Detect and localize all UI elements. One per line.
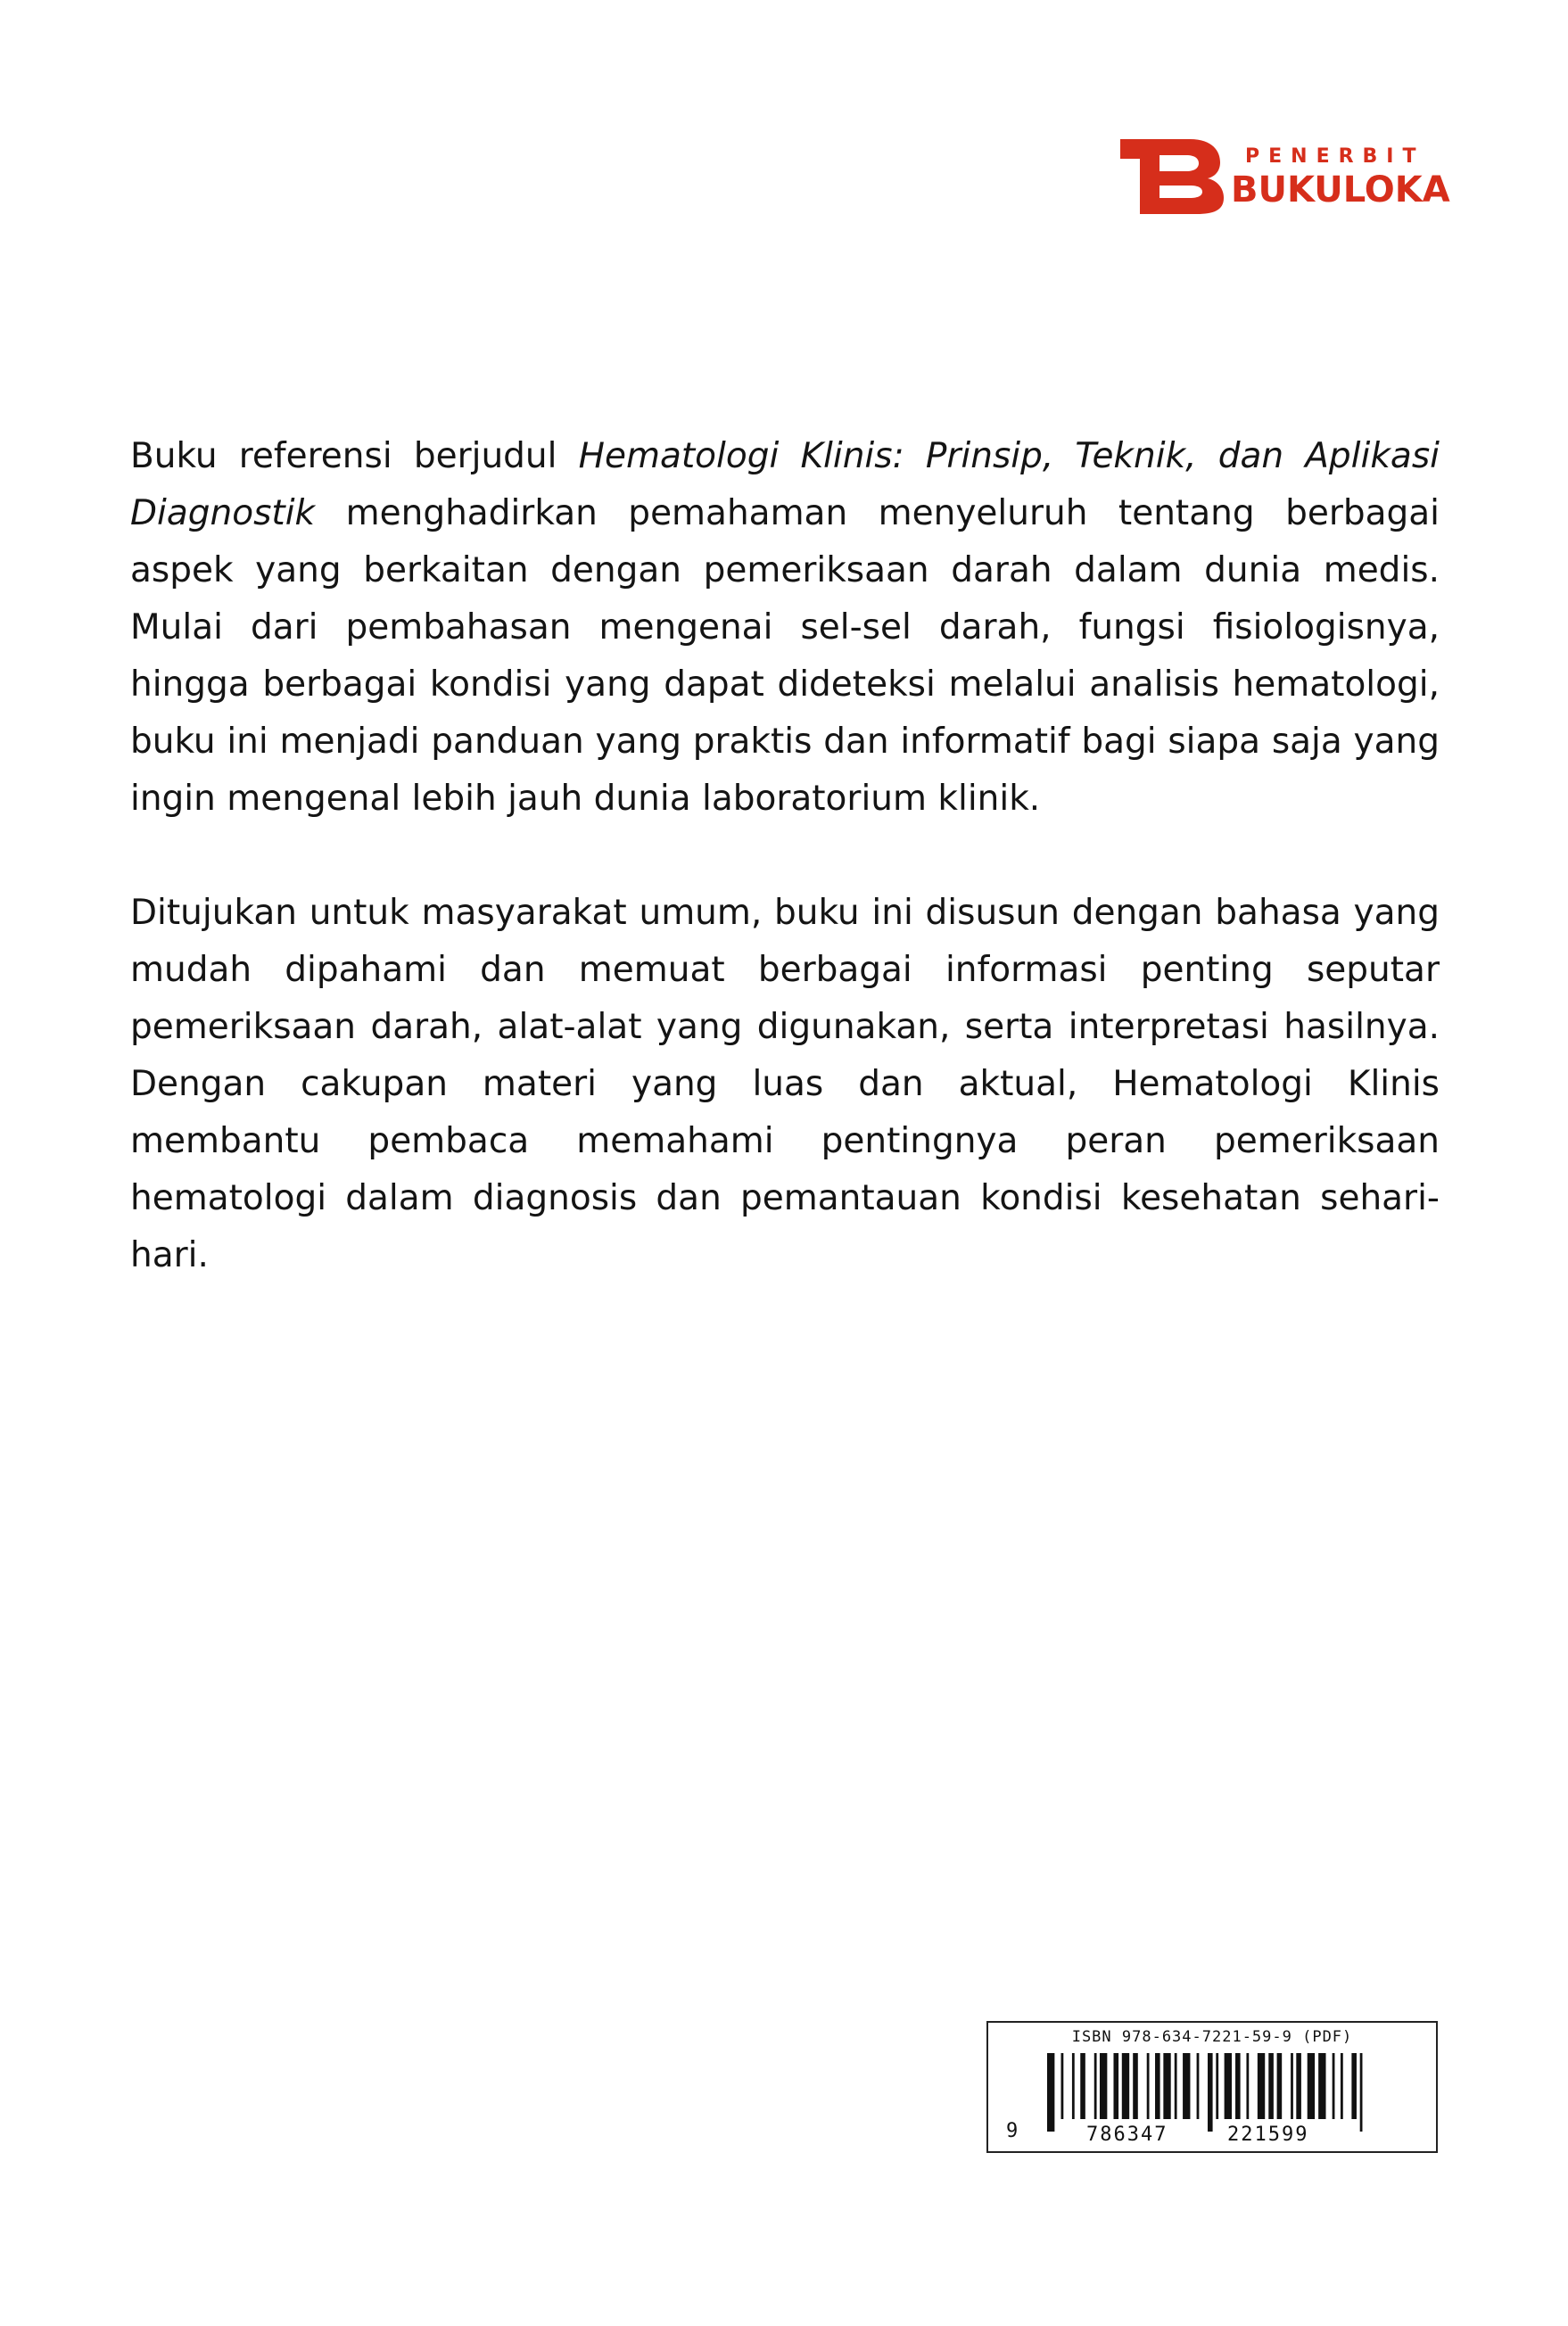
- barcode-bar: [1175, 2053, 1177, 2119]
- barcode-bar: [1225, 2053, 1232, 2119]
- barcode-bar: [1147, 2053, 1150, 2119]
- barcode-right-digits: 221599: [1227, 2124, 1309, 2146]
- barcode-bar: [1296, 2053, 1301, 2119]
- barcode-bar: [1100, 2053, 1107, 2119]
- isbn-label: ISBN 978-634-7221-59-9 (PDF): [1071, 2028, 1353, 2046]
- blurb-paragraph-1: [130, 428, 1440, 828]
- barcode-first-digit: 9: [1006, 2120, 1019, 2142]
- blurb-paragraph-2: Ditujukan untuk masyarakat umum, buku ini disusun dengan bahasa yang mudah dipahami dan memuat berbagai informasi penting seputar pemeriksaan darah, alat-alat yang digunakan, serta interpretasi hasilnya. Dengan cakupan materi yang luas dan aktual, Hematologi Klinis membantu pembaca memahami pentingnya peran pemeriksaan hematologi dalam diagnosis dan pemantauan kondisi kesehatan sehari-hari.: [130, 893, 1440, 1275]
- blurb: [130, 428, 1440, 1284]
- barcode-bar: [1155, 2053, 1160, 2119]
- barcode-bar: [1072, 2053, 1075, 2119]
- barcode-bar: [1277, 2053, 1283, 2119]
- barcode-bar: [1246, 2053, 1249, 2119]
- blurb-paragraph-1-rest: menghadirkan pemahaman menyeluruh tentang berbagai aspek yang berkaitan dengan pemeriksaan darah dalam dunia medis. Mulai dari pembahasan mengenai sel-sel darah, fungsi fisiologisnya, hingga berbagai kondisi yang dapat dideteksi melalui analisis hematologi, buku ini menjadi panduan yang praktis dan informatif bagi siapa saja yang ingin mengenal lebih jauh dunia laboratorium klinik.: [130, 493, 1440, 819]
- barcode-bar: [1113, 2053, 1118, 2119]
- barcode-left-digits: 786347: [1086, 2124, 1168, 2146]
- barcode-bar: [1183, 2053, 1190, 2119]
- publisher-logo: [1120, 132, 1450, 214]
- barcode-bar: [1341, 2053, 1343, 2119]
- book-title: Hematologi Klinis: Prinsip, Teknik, dan Aplikasi Diagnostik: [130, 436, 1440, 533]
- barcode-bar: [1047, 2053, 1054, 2132]
- barcode-bar: [1094, 2053, 1097, 2119]
- barcode-bar: [1163, 2053, 1170, 2119]
- barcode-bar: [1308, 2053, 1315, 2119]
- barcode-bar: [1235, 2053, 1241, 2119]
- barcode-bar: [1061, 2053, 1064, 2119]
- publisher-label: PENERBIT: [1245, 145, 1425, 168]
- barcode-bar: [1258, 2053, 1265, 2119]
- barcode-bar: [1318, 2053, 1325, 2119]
- barcode-bar: [1208, 2053, 1213, 2132]
- barcode-bar: [1333, 2053, 1335, 2119]
- barcode-bar: [1197, 2053, 1200, 2119]
- isbn-barcode-box: [986, 2021, 1438, 2153]
- barcode-bar: [1080, 2053, 1085, 2119]
- barcode-bar: [1133, 2053, 1138, 2119]
- barcode-bar: [1268, 2053, 1274, 2119]
- letter-b-logo-icon: [1120, 136, 1226, 214]
- blurb-intro: Buku referensi berjudul: [130, 436, 579, 476]
- barcode-bar: [1122, 2053, 1129, 2119]
- barcode: [1047, 2053, 1368, 2132]
- barcode-bar: [1360, 2053, 1363, 2132]
- barcode-bar: [1216, 2053, 1218, 2119]
- barcode-bar: [1351, 2053, 1357, 2119]
- publisher-name: BUKULOKA: [1231, 169, 1450, 210]
- barcode-bar: [1291, 2053, 1293, 2119]
